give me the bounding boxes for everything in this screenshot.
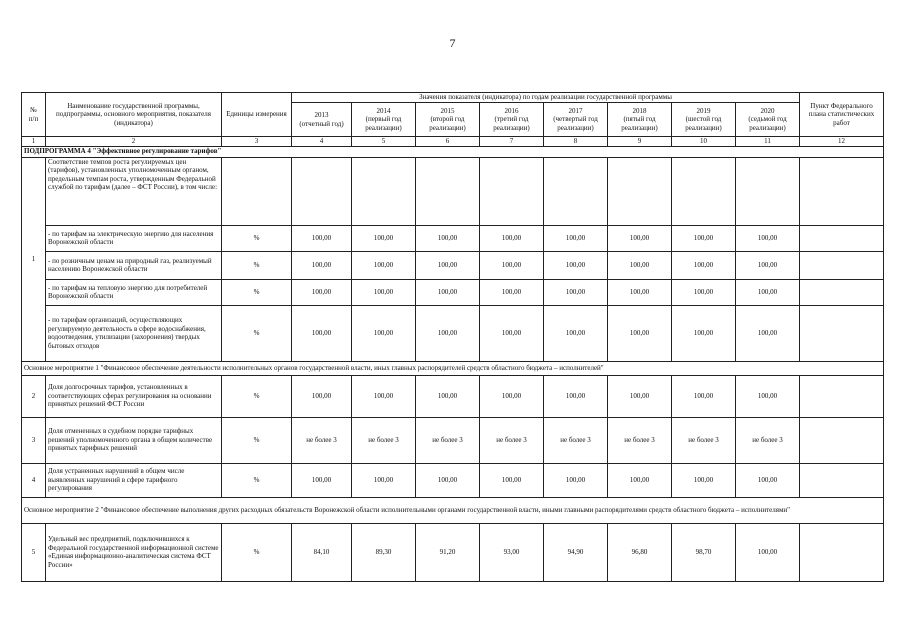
row-number: 5 [22, 523, 46, 581]
year-label: 2019 [696, 106, 711, 115]
column-number: 5 [352, 137, 416, 147]
value-cell: 100,00 [672, 463, 736, 497]
value-cell: 100,00 [416, 463, 480, 497]
value-cell: 100,00 [480, 279, 544, 305]
value-cell: 100,00 [736, 279, 800, 305]
row-number: 3 [22, 417, 46, 463]
year-header [292, 103, 352, 137]
value-cell: 100,00 [292, 251, 352, 279]
unit-cell: % [222, 225, 292, 251]
value-cell: 100,00 [480, 305, 544, 361]
value-cell: 100,00 [736, 251, 800, 279]
value-cell: 100,00 [292, 225, 352, 251]
value-cell: 100,00 [416, 279, 480, 305]
value-cell: не более 3 [416, 417, 480, 463]
value-cell: 100,00 [480, 375, 544, 417]
column-number: 4 [292, 137, 352, 147]
year-header [672, 103, 736, 137]
unit-cell: % [222, 305, 292, 361]
column-number: 1 [22, 137, 46, 147]
value-cell: 91,20 [416, 523, 480, 581]
header-name: Наименование государственной программы, подпрограммы, основного мероприятия, показателя (индикатора) [46, 93, 222, 137]
column-number: 10 [672, 137, 736, 147]
value-cell: не более 3 [672, 417, 736, 463]
value-cell: не более 3 [352, 417, 416, 463]
year-note: (седьмой год реализации) [748, 115, 787, 132]
year-header [544, 103, 608, 137]
column-number: 6 [416, 137, 480, 147]
table-row [22, 279, 884, 305]
value-cell: 100,00 [608, 375, 672, 417]
year-header [352, 103, 416, 137]
value-cell: 100,00 [736, 375, 800, 417]
indicator-name: Доля устраненных нарушений в общем числе выявленных нарушений в сфере тарифного регулирования [46, 463, 222, 497]
row-number: 2 [22, 375, 46, 417]
value-cell: 100,00 [352, 463, 416, 497]
column-number: 9 [608, 137, 672, 147]
value-cell: 89,30 [352, 523, 416, 581]
activity-row [22, 361, 884, 375]
indicator-name: Доля отмененных в судебном порядке тарифных решений уполномоченного органа в общем количестве принятых тарифных решений [46, 417, 222, 463]
unit-cell: % [222, 251, 292, 279]
page-number: 7 [449, 36, 456, 50]
header-num: № п/п [22, 93, 46, 137]
value-cell: 100,00 [292, 305, 352, 361]
activity-title: Основное мероприятие 1 "Финансовое обеспечение деятельности исполнительных органов государственной власти, иных главных распорядителей средств областного бюджета – исполнителей" [22, 361, 884, 375]
value-cell: 100,00 [736, 305, 800, 361]
year-label: 2014 [376, 106, 391, 115]
value-cell: 100,00 [352, 305, 416, 361]
value-cell: не более 3 [544, 417, 608, 463]
value-cell: 100,00 [608, 225, 672, 251]
value-cell: 100,00 [544, 463, 608, 497]
value-cell: 100,00 [292, 279, 352, 305]
year-note: (четвертый год реализации) [553, 115, 598, 132]
value-cell: 100,00 [480, 225, 544, 251]
row-number: 1 [22, 157, 46, 361]
indicator-name: - по тарифам на электрическую энергию для населения Воронежской области [46, 225, 222, 251]
year-label: 2020 [760, 106, 775, 115]
value-cell: 100,00 [736, 225, 800, 251]
indicator-name: Доля долгосрочных тарифов, установленных в соответствующих сферах регулирования на основании принятых решений ФСТ России [46, 375, 222, 417]
value-cell: 100,00 [544, 305, 608, 361]
column-numbers-row [22, 137, 884, 147]
value-cell: 100,00 [672, 305, 736, 361]
value-cell: 100,00 [736, 523, 800, 581]
value-cell: 100,00 [608, 251, 672, 279]
table-row [22, 463, 884, 497]
year-header [480, 103, 544, 137]
indicator-name: - по тарифам организаций, осуществляющих регулируемую деятельность в сфере водоснабжения, водоотведения, утилизации (захоронения) твердых бытовых отходов [46, 305, 222, 361]
header-unit: Единицы измерения [222, 93, 292, 137]
table-row [22, 375, 884, 417]
year-note: (отчетный год) [299, 119, 344, 128]
table-row [22, 523, 884, 581]
year-note: (первый год реализации) [365, 115, 402, 132]
value-cell: 100,00 [480, 463, 544, 497]
value-cell: 100,00 [480, 251, 544, 279]
unit-cell: % [222, 417, 292, 463]
column-number: 12 [800, 137, 884, 147]
value-cell: 100,00 [416, 375, 480, 417]
value-cell: 93,00 [480, 523, 544, 581]
value-cell: 100,00 [672, 375, 736, 417]
indicator-name: Соответствие темпов роста регулируемых цен (тарифов), установленных уполномоченным органом, предельным темпам роста, утвержденным Федеральной службой по тарифам (далее – ФСТ России), в том числе: [46, 157, 222, 225]
year-header [416, 103, 480, 137]
value-cell: 100,00 [544, 225, 608, 251]
activity-row [22, 497, 884, 523]
value-cell: 100,00 [608, 305, 672, 361]
value-cell: 100,00 [352, 251, 416, 279]
column-number: 8 [544, 137, 608, 147]
value-cell: 100,00 [736, 463, 800, 497]
value-cell: 94,90 [544, 523, 608, 581]
table-row [22, 251, 884, 279]
indicator-name: Удельный вес предприятий, подключившихся к Федеральной государственной информационной системе «Единая информационно-аналитическая система ФСТ России» [46, 523, 222, 581]
year-label: 2016 [504, 106, 519, 115]
value-cell: не более 3 [736, 417, 800, 463]
year-header [736, 103, 800, 137]
year-label: 2017 [568, 106, 583, 115]
value-cell: 100,00 [292, 375, 352, 417]
column-number: 7 [480, 137, 544, 147]
value-cell: 100,00 [544, 279, 608, 305]
year-note: (пятый год реализации) [621, 115, 658, 132]
value-cell: 100,00 [416, 225, 480, 251]
value-cell: 100,00 [672, 251, 736, 279]
value-cell: 100,00 [672, 279, 736, 305]
subprogram-title: ПОДПРОГРАММА 4 "Эффективное регулирование тарифов" [22, 146, 884, 157]
value-cell: 100,00 [352, 279, 416, 305]
column-number: 2 [46, 137, 222, 147]
table-row [22, 157, 884, 225]
year-note: (третий год реализации) [493, 115, 530, 132]
year-header [608, 103, 672, 137]
unit-cell: % [222, 523, 292, 581]
column-number: 11 [736, 137, 800, 147]
value-cell: 98,70 [672, 523, 736, 581]
value-cell: 100,00 [672, 225, 736, 251]
activity-title: Основное мероприятие 2 "Финансовое обеспечение выполнения других расходных обязательств Воронежской области исполнительными органами государственной власти, иными главными распорядителями средств областного бюджета – исполнителями" [22, 497, 884, 523]
table-row [22, 305, 884, 361]
year-label: 2015 [440, 106, 455, 115]
row-number: 4 [22, 463, 46, 497]
subprogram-row [22, 146, 884, 157]
value-cell: 100,00 [544, 375, 608, 417]
value-cell: не более 3 [608, 417, 672, 463]
value-cell: 100,00 [416, 305, 480, 361]
table-row [22, 417, 884, 463]
header-values-title: Значения показателя (индикатора) по годам реализации государственной программы [292, 93, 800, 103]
indicator-name: - по розничным ценам на природный газ, реализуемый населению Воронежской области [46, 251, 222, 279]
value-cell: 100,00 [608, 463, 672, 497]
year-note: (второй год реализации) [429, 115, 466, 132]
unit-cell: % [222, 279, 292, 305]
year-note: (шестой год реализации) [685, 115, 722, 132]
value-cell: 100,00 [416, 251, 480, 279]
value-cell: 100,00 [352, 225, 416, 251]
indicators-table [21, 92, 884, 582]
value-cell: 100,00 [544, 251, 608, 279]
value-cell: не более 3 [292, 417, 352, 463]
year-label: 2018 [632, 106, 647, 115]
year-label: 2013 [314, 111, 329, 119]
column-number: 3 [222, 137, 292, 147]
value-cell: 96,80 [608, 523, 672, 581]
value-cell: 84,10 [292, 523, 352, 581]
unit-cell: % [222, 463, 292, 497]
value-cell: не более 3 [480, 417, 544, 463]
value-cell: 100,00 [352, 375, 416, 417]
header-plan: Пункт Федерального плана статистических работ [800, 93, 884, 137]
indicator-name: - по тарифам на тепловую энергию для потребителей Воронежской области [46, 279, 222, 305]
value-cell: 100,00 [292, 463, 352, 497]
table-row [22, 225, 884, 251]
value-cell: 100,00 [608, 279, 672, 305]
unit-cell: % [222, 375, 292, 417]
